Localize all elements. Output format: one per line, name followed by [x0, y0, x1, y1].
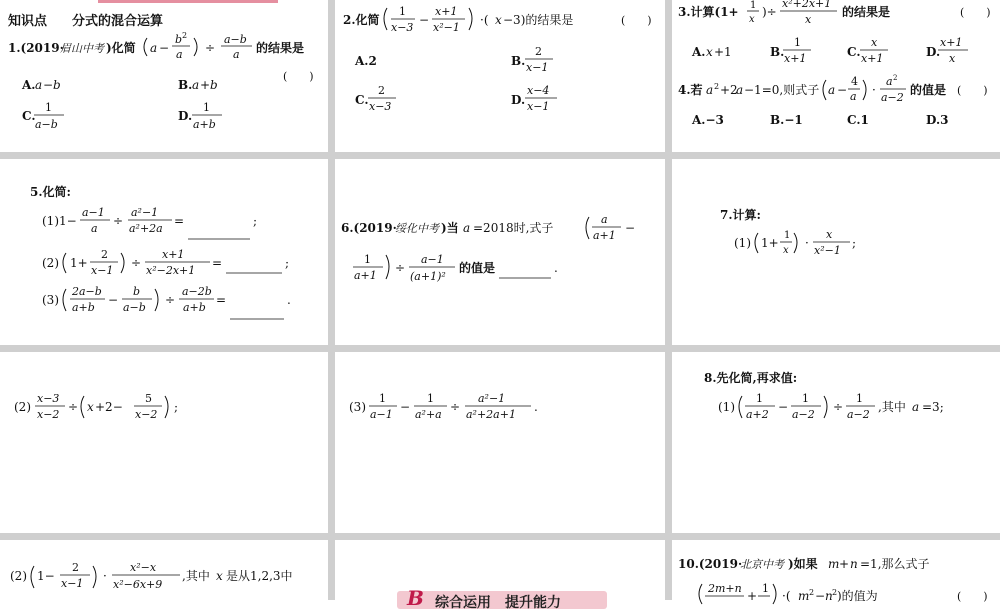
svg-text:(2): (2) — [14, 400, 31, 414]
svg-text:x+1: x+1 — [162, 248, 185, 261]
q8-math-svg — [672, 352, 1000, 533]
svg-text:1: 1 — [203, 101, 210, 114]
svg-text:(3): (3) — [349, 400, 366, 414]
svg-text:−3)的结果是: −3)的结果是 — [503, 13, 574, 27]
svg-text:x: x — [783, 245, 789, 256]
svg-text:1: 1 — [756, 392, 763, 405]
svg-text:绥化中考: 绥化中考 — [395, 222, 439, 235]
panel-q8 — [672, 352, 1000, 533]
svg-text:−1=0,则式子: −1=0,则式子 — [744, 83, 820, 97]
svg-text:;: ; — [285, 256, 290, 270]
svg-text:÷: ÷ — [205, 41, 216, 55]
q6-math-svg — [335, 159, 665, 345]
svg-text:1: 1 — [427, 392, 434, 405]
svg-text:m: m — [828, 557, 840, 571]
svg-text:1: 1 — [856, 392, 863, 405]
svg-text:a+b: a+b — [193, 118, 216, 131]
svg-text:1: 1 — [802, 392, 809, 405]
svg-text:1: 1 — [794, 36, 801, 49]
svg-text:1: 1 — [364, 253, 371, 266]
panel-banner — [335, 540, 665, 611]
svg-text:a−1: a−1 — [370, 408, 393, 421]
panel-q1 — [0, 0, 328, 152]
svg-text:C.: C. — [847, 45, 861, 59]
svg-text:x−1: x−1 — [91, 264, 114, 277]
svg-text:(a+1)²: (a+1)² — [410, 270, 446, 283]
svg-text:x−4: x−4 — [527, 84, 550, 97]
svg-text:a: a — [912, 400, 920, 414]
svg-text:D.: D. — [926, 45, 941, 59]
svg-text:1+: 1+ — [70, 256, 88, 270]
svg-text:+: + — [747, 589, 758, 603]
svg-text:−: − — [159, 41, 170, 55]
svg-text:1: 1 — [379, 392, 386, 405]
svg-text:x²+2x+1: x²+2x+1 — [782, 0, 832, 10]
svg-text:·(: ·( — [782, 589, 791, 603]
svg-text:a+1: a+1 — [593, 229, 616, 242]
svg-text:2: 2 — [378, 84, 385, 97]
svg-text:x²−2x+1: x²−2x+1 — [146, 264, 196, 277]
svg-text:−: − — [43, 78, 54, 92]
svg-text:A.: A. — [692, 45, 706, 59]
svg-text:;: ; — [253, 214, 258, 228]
svg-text:÷: ÷ — [165, 293, 176, 307]
svg-text:a+b: a+b — [183, 301, 206, 314]
svg-text:D.3: D.3 — [926, 113, 949, 127]
svg-text:+2: +2 — [720, 83, 738, 97]
svg-text:a+2: a+2 — [746, 408, 769, 421]
svg-text:2a−b: 2a−b — [72, 285, 102, 298]
svg-text:÷: ÷ — [833, 400, 844, 414]
svg-text:(1)1−: (1)1− — [42, 214, 77, 228]
q5-math-svg — [0, 159, 328, 345]
svg-text:C.: C. — [22, 109, 36, 123]
svg-text:x−3: x−3 — [369, 100, 392, 113]
svg-text:÷: ÷ — [131, 256, 142, 270]
svg-text:a: a — [601, 213, 608, 226]
svg-text:2m+n: 2m+n — [708, 582, 742, 595]
svg-text:+1: +1 — [714, 45, 732, 59]
svg-text:+2−: +2− — [95, 400, 123, 414]
svg-text:B.−1: B.−1 — [770, 113, 803, 127]
svg-text:−: − — [400, 400, 411, 414]
svg-text:10.(2019·: 10.(2019· — [678, 557, 743, 571]
svg-text:x: x — [871, 36, 878, 49]
svg-text:x²−x: x²−x — [130, 561, 157, 574]
svg-text:−: − — [778, 400, 789, 414]
svg-text:(1): (1) — [718, 400, 735, 414]
svg-text:x+1: x+1 — [940, 36, 963, 49]
svg-text:A.: A. — [22, 78, 36, 92]
svg-text:1: 1 — [750, 0, 757, 11]
svg-text:=3;: =3; — [922, 400, 944, 414]
q7-math-svg — [672, 159, 1000, 345]
svg-text:的结果是: 的结果是 — [842, 5, 891, 19]
section-label: 知识点 — [8, 14, 48, 29]
section-b-title: 综合运用 提升能力 — [435, 595, 561, 611]
svg-text:x−2: x−2 — [135, 408, 158, 421]
panel-q7-3 — [335, 352, 665, 533]
svg-text:.: . — [554, 261, 558, 275]
svg-text:x: x — [805, 13, 812, 26]
svg-text:的结果是: 的结果是 — [256, 41, 305, 55]
section-b-letter: B — [407, 586, 424, 610]
svg-text:C.1: C.1 — [847, 113, 869, 127]
svg-text:.: . — [534, 400, 538, 414]
svg-text:−: − — [108, 293, 119, 307]
svg-text:n: n — [850, 557, 858, 571]
svg-text:b: b — [175, 33, 183, 46]
panel-q2 — [335, 0, 665, 152]
svg-text:a: a — [736, 83, 744, 97]
svg-text:)的值为: )的值为 — [837, 589, 878, 603]
svg-text:北京中考: 北京中考 — [740, 558, 784, 571]
svg-text:2: 2 — [893, 74, 898, 82]
svg-text:x²−6x+9: x²−6x+9 — [113, 578, 163, 591]
svg-text:+: + — [200, 78, 211, 92]
svg-text:D.: D. — [511, 93, 526, 107]
svg-text:a: a — [176, 48, 183, 61]
svg-text:a−2: a−2 — [792, 408, 815, 421]
svg-text:1: 1 — [45, 101, 52, 114]
svg-text:1: 1 — [784, 230, 791, 241]
svg-text:)如果: )如果 — [788, 557, 818, 571]
svg-text:a−b: a−b — [35, 118, 58, 131]
q7-2-math-svg — [0, 352, 328, 533]
svg-text:5.化简:: 5.化简: — [30, 185, 71, 199]
svg-text:−: − — [837, 83, 848, 97]
svg-text:4: 4 — [851, 75, 858, 88]
svg-text:x+1: x+1 — [861, 52, 884, 65]
svg-text:x−1: x−1 — [527, 100, 550, 113]
svg-text:a−1: a−1 — [82, 206, 105, 219]
svg-text:( ): ( ) — [621, 14, 652, 27]
svg-text:x−1: x−1 — [526, 61, 549, 74]
svg-text:x: x — [749, 14, 755, 25]
svg-text:n: n — [825, 589, 833, 603]
svg-text:·(: ·( — [480, 13, 489, 27]
svg-text:a: a — [828, 83, 836, 97]
svg-text:( ): ( ) — [957, 590, 988, 603]
svg-text:x−1: x−1 — [61, 577, 84, 590]
svg-text:b: b — [210, 78, 218, 92]
svg-text:a: a — [463, 221, 471, 235]
svg-text:x+1: x+1 — [435, 5, 458, 18]
svg-text:a²+2a+1: a²+2a+1 — [466, 408, 516, 421]
svg-text:=: = — [174, 214, 185, 228]
svg-text:2: 2 — [101, 248, 108, 261]
svg-text:a: a — [150, 41, 158, 55]
svg-text:÷: ÷ — [113, 214, 124, 228]
svg-text:x: x — [87, 400, 94, 414]
svg-text:÷: ÷ — [450, 400, 461, 414]
q8-2-math-svg — [0, 540, 328, 600]
svg-text:1: 1 — [762, 582, 769, 595]
svg-text:A.−3: A.−3 — [692, 113, 724, 127]
svg-text:x²−1: x²−1 — [433, 21, 460, 34]
svg-text:+: + — [839, 557, 850, 571]
svg-text:x²−1: x²−1 — [814, 244, 841, 257]
svg-text:a−2b: a−2b — [182, 285, 212, 298]
svg-text:a: a — [35, 78, 43, 92]
section-title: 分式的混合运算 — [72, 14, 164, 29]
q2-math-svg — [335, 0, 665, 152]
svg-text:=: = — [216, 293, 227, 307]
svg-text:b: b — [133, 285, 141, 298]
svg-text:2: 2 — [832, 588, 838, 597]
svg-text:2: 2 — [535, 45, 542, 58]
panel-q6 — [335, 159, 665, 345]
svg-text:2: 2 — [182, 31, 188, 40]
svg-text:=1,那么式子: =1,那么式子 — [860, 557, 930, 571]
svg-text:( ): ( ) — [957, 84, 988, 97]
svg-text:1: 1 — [399, 5, 406, 18]
svg-text:7.计算:: 7.计算: — [720, 208, 761, 222]
svg-text:,其中: ,其中 — [182, 569, 210, 583]
svg-text:a+b: a+b — [72, 301, 95, 314]
svg-text:(2): (2) — [10, 569, 27, 583]
panel-q7-2 — [0, 352, 328, 533]
svg-text:a²−1: a²−1 — [131, 206, 159, 219]
svg-text:;: ; — [852, 236, 857, 250]
svg-text:x−3: x−3 — [391, 21, 414, 34]
panel-q3-q4 — [672, 0, 1000, 152]
svg-text:a: a — [850, 90, 857, 103]
svg-text:=: = — [212, 256, 223, 270]
svg-text:1.(2019·: 1.(2019· — [8, 41, 64, 55]
svg-text:)÷: )÷ — [762, 5, 777, 19]
svg-text:B.: B. — [770, 45, 785, 59]
svg-text:2: 2 — [809, 588, 815, 597]
svg-text:)化简: )化简 — [106, 41, 136, 55]
svg-text:3.计算(1+: 3.计算(1+ — [678, 5, 739, 19]
svg-text:5: 5 — [145, 392, 152, 405]
svg-text:( ): ( ) — [283, 70, 314, 83]
panel-q7 — [672, 159, 1000, 345]
svg-text:÷: ÷ — [395, 261, 406, 275]
svg-text:a−b: a−b — [224, 33, 247, 46]
svg-text:a²+2a: a²+2a — [129, 222, 163, 235]
svg-text:a: a — [886, 75, 893, 88]
q3-q4-math-svg — [672, 0, 1000, 152]
panel-q10 — [672, 540, 1000, 603]
svg-text:·: · — [805, 236, 809, 250]
svg-text:a−b: a−b — [123, 301, 146, 314]
svg-text:1+: 1+ — [761, 236, 779, 250]
svg-text:x: x — [216, 569, 223, 583]
svg-text:1−: 1− — [37, 569, 55, 583]
svg-text:的值是: 的值是 — [910, 83, 947, 97]
svg-text:4.若: 4.若 — [678, 83, 703, 97]
svg-text:x: x — [495, 13, 502, 27]
svg-text:x+1: x+1 — [784, 52, 807, 65]
svg-text:a−2: a−2 — [847, 408, 870, 421]
svg-text:a+1: a+1 — [354, 269, 377, 282]
svg-text:(3): (3) — [42, 293, 59, 307]
svg-text:a²+a: a²+a — [415, 408, 442, 421]
svg-text:眉山中考: 眉山中考 — [60, 42, 104, 55]
svg-text:(1): (1) — [734, 236, 751, 250]
svg-text:6.(2019·: 6.(2019· — [341, 221, 397, 235]
svg-text:·: · — [872, 83, 876, 97]
svg-text:8.先化简,再求值:: 8.先化简,再求值: — [704, 371, 798, 385]
svg-text:a: a — [706, 83, 714, 97]
svg-text:b: b — [53, 78, 61, 92]
svg-text:)当: )当 — [441, 221, 459, 235]
svg-text:a−2: a−2 — [881, 91, 904, 104]
svg-text:m: m — [798, 589, 810, 603]
q7-3-math-svg — [335, 352, 665, 533]
svg-text:D.: D. — [178, 109, 193, 123]
svg-text:−: − — [419, 13, 430, 27]
panel-q8-2 — [0, 540, 328, 600]
q1-math-svg — [0, 0, 328, 152]
svg-text:,其中: ,其中 — [878, 400, 906, 414]
svg-text:的值是: 的值是 — [459, 261, 496, 275]
svg-text:a: a — [233, 48, 240, 61]
svg-text:x: x — [706, 45, 713, 59]
svg-text:a: a — [192, 78, 200, 92]
svg-text:x−2: x−2 — [37, 408, 60, 421]
svg-text:a: a — [91, 222, 98, 235]
svg-text:a−1: a−1 — [421, 253, 444, 266]
svg-text:B.: B. — [511, 54, 526, 68]
svg-text:B.: B. — [178, 78, 193, 92]
svg-text:x: x — [826, 228, 833, 241]
svg-text:÷: ÷ — [68, 400, 79, 414]
svg-text:(2): (2) — [42, 256, 59, 270]
svg-text:−: − — [625, 221, 636, 235]
svg-text:a²−1: a²−1 — [478, 392, 506, 405]
svg-text:2: 2 — [72, 561, 79, 574]
svg-text:x−3: x−3 — [37, 392, 60, 405]
svg-text:.: . — [287, 293, 291, 307]
svg-text:C.: C. — [355, 93, 369, 107]
q10-math-svg — [672, 540, 1000, 603]
svg-text:2: 2 — [714, 82, 720, 91]
svg-text:( ): ( ) — [960, 6, 991, 19]
svg-text:·: · — [103, 569, 107, 583]
svg-text:2.化简: 2.化简 — [343, 13, 380, 27]
svg-text:;: ; — [174, 400, 179, 414]
panel-q5 — [0, 159, 328, 345]
svg-text:A.2: A.2 — [355, 54, 377, 68]
svg-text:−: − — [815, 589, 826, 603]
svg-text:x: x — [949, 52, 956, 65]
svg-text:是从1,2,3中: 是从1,2,3中 — [226, 569, 293, 583]
svg-text:=2018时,式子: =2018时,式子 — [473, 221, 554, 235]
